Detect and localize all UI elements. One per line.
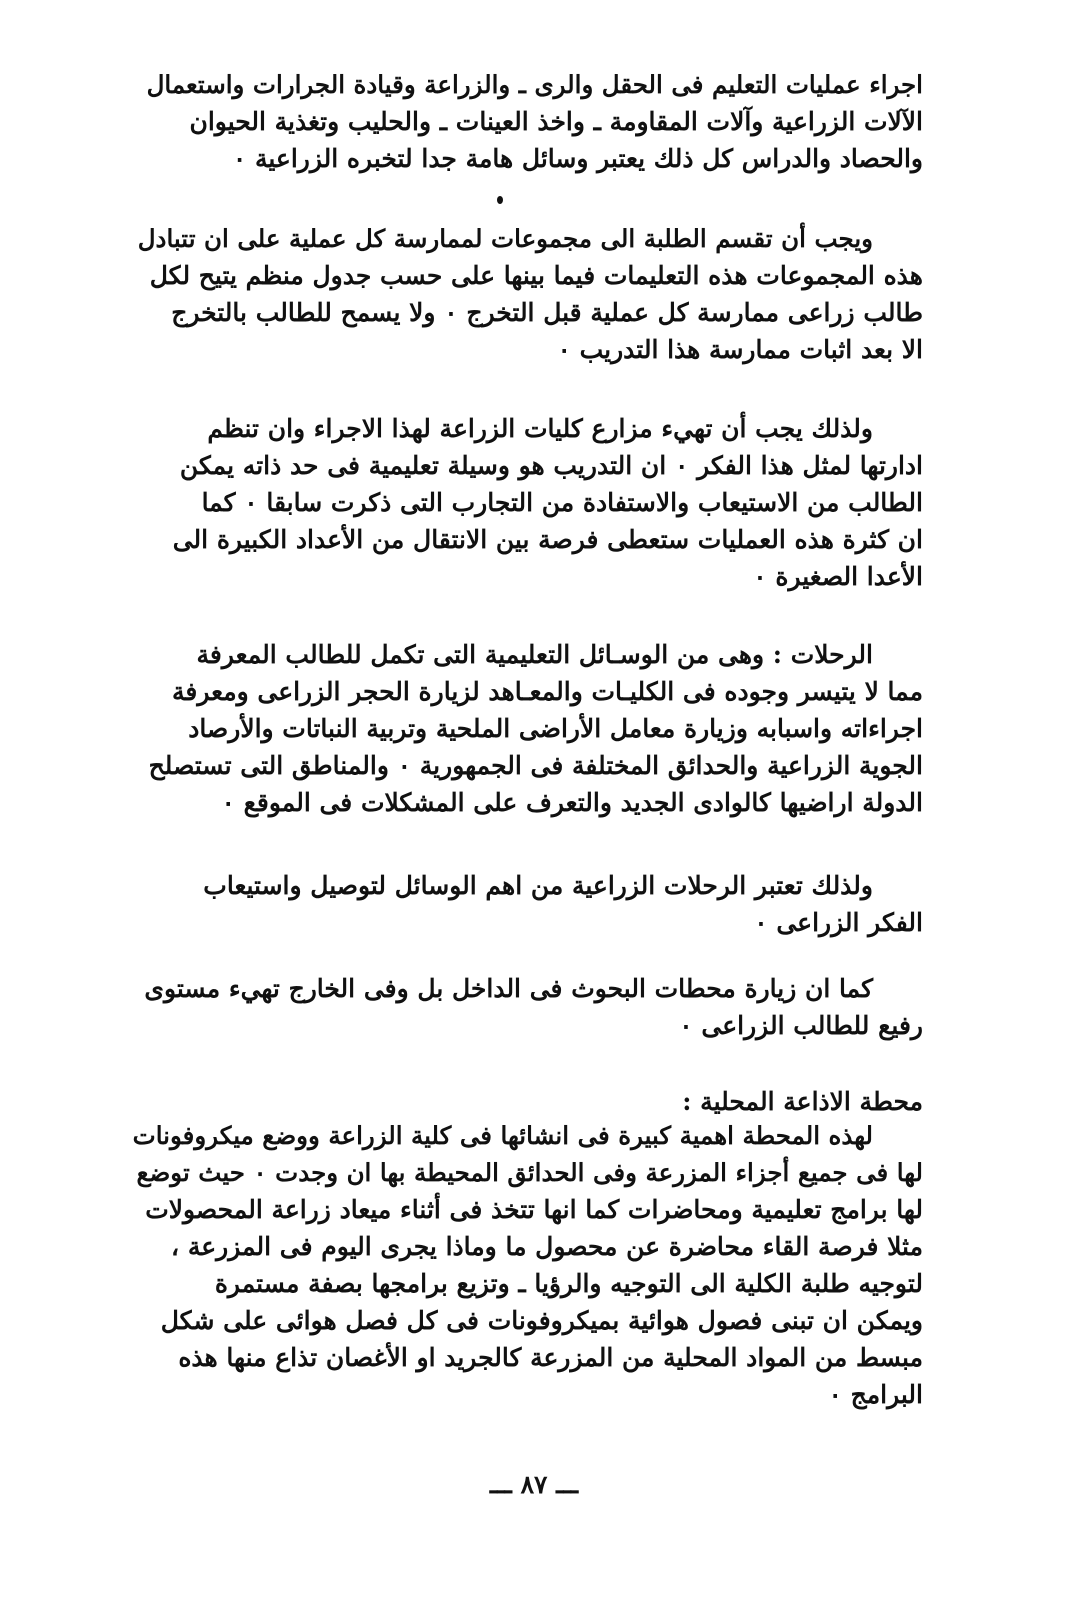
section-lead-trips: الرحلات : — [772, 640, 873, 669]
text-line: اجراءاته واسبابه وزيارة معامل الأراضى الملحية وتربية النباتات والأرصاد — [188, 714, 923, 743]
text-line: هذه المجموعات هذه التعليمات فيما بينها على حسب جدول منظم يتيح لكل — [149, 261, 923, 290]
paragraph-field-trips — [133, 636, 923, 821]
text-line — [133, 636, 923, 673]
text-line: ولذلك تعتبر الرحلات الزراعية من اهم الوسائل لتوصيل واستيعاب — [203, 871, 873, 900]
text-fragment: وهى من الوسـائل التعليمية التى تكمل للطالب المعرفة — [196, 640, 773, 669]
text-line: ويجب أن تقسم الطلبة الى مجموعات لممارسة كل عملية على ان تتبادل — [137, 224, 873, 253]
text-line: الا بعد اثبات ممارسة هذا التدريب ٠ — [557, 335, 923, 364]
text-line: الأعدا الصغيرة ٠ — [753, 562, 923, 591]
text-line: ادارتها لمثل هذا الفكر ٠ ان التدريب هو وسيلة تعليمية فى حد ذاته يمكن — [179, 451, 923, 480]
section-heading-local-radio: محطة الاذاعة المحلية : — [682, 1087, 923, 1116]
text-line: ان كثرة هذه العمليات ستعطى فرصة بين الانتقال من الأعداد الكبيرة الى — [172, 525, 923, 554]
text-line: لها فى جميع أجزاء المزرعة وفى الحدائق المحيطة بها ان وجدت ٠ حيث توضع — [136, 1158, 923, 1187]
text-line: كما ان زيارة محطات البحوث فى الداخل بل وفى الخارج تهيء مستوى — [144, 974, 873, 1003]
text-line: مثلا فرصة القاء محاضرة عن محصول ما وماذا يجرى اليوم فى المزرعة ، — [171, 1232, 923, 1261]
text-line: مبسط من المواد المحلية من المزرعة كالجريد او الأغصان تذاع منها هذه — [178, 1343, 923, 1372]
text-line: البرامج ٠ — [828, 1380, 923, 1409]
text-line: لها برامج تعليمية ومحاضرات كما انها تتخذ فى أثناء ميعاد زراعة المحصولات — [145, 1195, 923, 1224]
text-line: الجوية الزراعية والحدائق المختلفة فى الجمهورية ٠ والمناطق التى تستصلح — [148, 751, 923, 780]
text-line: مما لا يتيسر وجوده فى الكليـات والمعـاهد لزيارة الحجر الزراعى ومعرفة — [171, 677, 923, 706]
text-line: الفكر الزراعى ٠ — [754, 908, 923, 937]
paragraph-local-radio — [133, 1117, 923, 1413]
text-line: الطالب من الاستيعاب والاستفادة من التجارب التى ذكرت سابقا ٠ كما — [201, 488, 923, 517]
stray-dot-mark — [497, 196, 503, 204]
paragraph-training-operations — [133, 66, 923, 177]
text-line: طالب زراعى ممارسة كل عملية قبل التخرج ٠ ولا يسمح للطالب بالتخرج — [171, 298, 923, 327]
text-line: ولذلك يجب أن تهيء مزارع كليات الزراعة لهذا الاجراء وان تنظم — [207, 414, 873, 443]
text-line: رفيع للطالب الزراعى ٠ — [679, 1011, 923, 1040]
page-number: ـــ ٨٧ ـــ — [489, 1470, 579, 1499]
text-line: ويمكن ان تبنى فصول هوائية بميكروفونات فى كل فصل هوائى على شكل — [160, 1306, 923, 1335]
text-line: لتوجيه طلبة الكلية الى التوجيه والرؤيا ـ وتزيع برامجها بصفة مستمرة — [214, 1269, 923, 1298]
paragraph-student-groups — [133, 220, 923, 368]
text-line: لهذه المحطة اهمية كبيرة فى انشائها فى كلية الزراعة ووضع ميكروفونات — [132, 1121, 873, 1150]
paragraph-farm-preparation — [133, 410, 923, 595]
text-line: والحصاد والدراس كل ذلك يعتبر وسائل هامة جدا لتخبره الزراعية ٠ — [232, 144, 923, 173]
paragraph-research-stations — [133, 970, 923, 1044]
paragraph-trips-importance — [133, 867, 923, 941]
text-line: الدولة اراضيها كالوادى الجديد والتعرف على المشكلات فى الموقع ٠ — [221, 788, 923, 817]
text-line: اجراء عمليات التعليم فى الحقل والرى ـ والزراعة وقيادة الجرارات واستعمال — [146, 70, 923, 99]
text-line: الآلات الزراعية وآلات المقاومة ـ واخذ العينات ـ والحليب وتغذية الحيوان — [189, 107, 923, 136]
